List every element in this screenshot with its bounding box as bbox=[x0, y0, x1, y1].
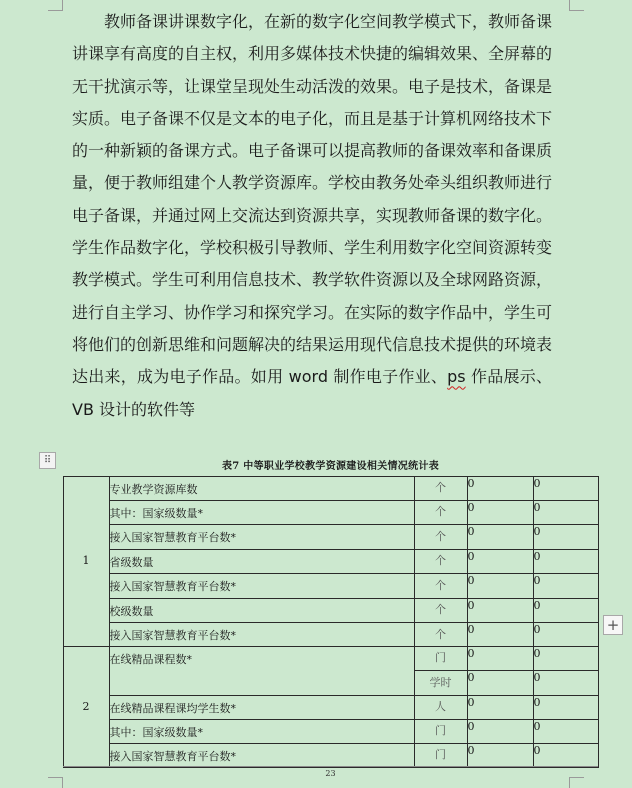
table-row-value[interactable]: 0 bbox=[533, 500, 599, 526]
table-row-value[interactable]: 0 bbox=[533, 573, 599, 599]
table-row-value[interactable]: 0 bbox=[467, 622, 534, 647]
table-row-unit[interactable]: 门 bbox=[414, 719, 468, 744]
table-row-name[interactable]: 其中：国家级数量* bbox=[109, 500, 415, 526]
table-row-value[interactable]: 0 bbox=[467, 646, 534, 671]
table-row-value[interactable]: 0 bbox=[533, 743, 599, 768]
table-row-value[interactable]: 0 bbox=[467, 719, 534, 744]
table-row-value[interactable]: 0 bbox=[467, 695, 534, 720]
table-row-value[interactable]: 0 bbox=[533, 524, 599, 550]
table-row-value[interactable]: 0 bbox=[467, 598, 534, 624]
crop-mark-bottom-left bbox=[48, 777, 63, 788]
crop-mark-top-left bbox=[48, 0, 63, 11]
crop-mark-bottom-right bbox=[569, 777, 584, 788]
table-row-name[interactable]: 省级数量 bbox=[109, 549, 415, 575]
table-row-name[interactable]: 接入国家智慧教育平台数* bbox=[109, 573, 415, 599]
add-column-button[interactable] bbox=[603, 615, 623, 635]
table-row-name[interactable]: 在线精品课程数* bbox=[109, 646, 415, 696]
table-row-value[interactable]: 0 bbox=[467, 524, 534, 550]
table-row-value[interactable]: 0 bbox=[467, 476, 534, 501]
table-row-name[interactable]: 接入国家智慧教育平台数* bbox=[109, 524, 415, 550]
table-row-unit[interactable]: 学时 bbox=[414, 670, 468, 696]
table-move-handle[interactable] bbox=[39, 452, 56, 469]
table-row-value[interactable]: 0 bbox=[467, 573, 534, 599]
table-row-name[interactable]: 专业教学资源库数 bbox=[109, 476, 415, 501]
table-row-unit[interactable]: 个 bbox=[414, 500, 468, 526]
body-paragraph[interactable] bbox=[72, 6, 552, 426]
group-number-cell: 1 bbox=[63, 476, 110, 648]
table-row-unit[interactable]: 个 bbox=[414, 622, 468, 647]
table-row-name[interactable]: 其中：国家级数量* bbox=[109, 719, 415, 744]
table-row-value[interactable]: 0 bbox=[533, 670, 599, 696]
spellcheck-ps[interactable]: ps bbox=[447, 367, 466, 387]
table-row-value[interactable]: 0 bbox=[467, 670, 534, 696]
table-row-name[interactable]: 在线精品课程课均学生数* bbox=[109, 695, 415, 720]
table-row-value[interactable]: 0 bbox=[533, 622, 599, 647]
footer-rule bbox=[63, 766, 598, 767]
table-row-unit[interactable]: 个 bbox=[414, 598, 468, 624]
table-row-unit[interactable]: 个 bbox=[414, 573, 468, 599]
table-caption: 表7 中等职业学校教学资源建设相关情况统计表 bbox=[221, 461, 440, 472]
table-row-value[interactable]: 0 bbox=[533, 646, 599, 671]
page-number: 23 bbox=[325, 769, 336, 778]
table-row-value[interactable]: 0 bbox=[533, 719, 599, 744]
table-row-unit[interactable]: 人 bbox=[414, 695, 468, 720]
table-row-value[interactable]: 0 bbox=[533, 549, 599, 575]
table-row-unit[interactable]: 个 bbox=[414, 549, 468, 575]
table-row-value[interactable]: 0 bbox=[467, 549, 534, 575]
table-row-unit[interactable]: 门 bbox=[414, 743, 468, 768]
table-row-name[interactable]: 校级数量 bbox=[109, 598, 415, 624]
move-handle-icon: ⠿ bbox=[43, 454, 52, 466]
table-row-value[interactable]: 0 bbox=[467, 743, 534, 768]
paragraph-text: 教师备课讲课数字化，在新的数字化空间教学模式下，教师备课讲课享有高度的自主权，利用多媒体技术快捷的编辑效果、全屏幕的无干扰演示等，让课堂呈现处生动活泼的效果。电子是技术，备课是实质。电子备课不仅是文本的电子化，而且是基于计算机网络技术下的一种新颖的备课方式。电子备课可以提高教师的备课效率和备课质量，便于教师组建个人教学资源库。学校由教务处牵头组织教师进行电子备课，并通过网上交流达到资源共享，实现教师备课的数字化。学生作品数字化，学校积极引导教师、学生利用数字化空间资源转变教学模式。学生可利用信息技术、教学软件资源以及全球网路资源，进行自主学习、协作学习和探究学习。在实际的数字作品中，学生可将他们的创新思维和问题解决的结果运用现代信息技术提供的环境表达出来，成为电子作品。如用 word 制作电子作业、 bbox=[72, 12, 553, 387]
table-row-value[interactable]: 0 bbox=[467, 500, 534, 526]
crop-mark-top-right bbox=[569, 0, 584, 11]
group-number-cell: 2 bbox=[63, 646, 110, 768]
table-row-value[interactable]: 0 bbox=[533, 476, 599, 501]
plus-icon: + bbox=[606, 615, 620, 634]
table-row-unit[interactable]: 门 bbox=[414, 646, 468, 671]
table-row-unit[interactable]: 个 bbox=[414, 524, 468, 550]
paragraph-tail: 作品展示、VB 设计的软件等 bbox=[72, 367, 552, 419]
table-row-value[interactable]: 0 bbox=[533, 695, 599, 720]
table-row-unit[interactable]: 个 bbox=[414, 476, 468, 501]
table-row-name[interactable]: 接入国家智慧教育平台数* bbox=[109, 743, 415, 768]
table-row-value[interactable]: 0 bbox=[533, 598, 599, 624]
table-row-name[interactable]: 接入国家智慧教育平台数* bbox=[109, 622, 415, 647]
